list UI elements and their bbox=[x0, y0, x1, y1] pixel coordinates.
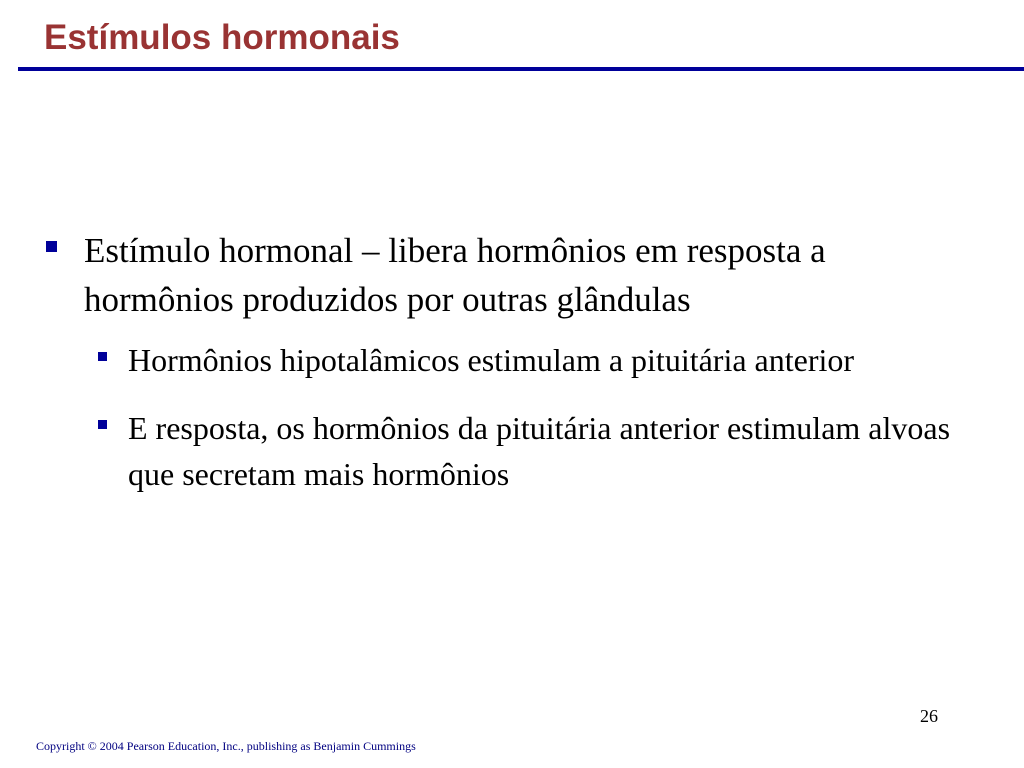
slide-title: Estímulos hormonais bbox=[44, 18, 400, 57]
copyright-notice: Copyright © 2004 Pearson Education, Inc., publishing as Benjamin Cummings bbox=[36, 739, 416, 753]
page-number: 26 bbox=[920, 706, 938, 726]
bullet-text: Estímulo hormonal – libera hormônios em resposta a hormônios produzidos por outras glândulas bbox=[84, 231, 826, 319]
sub-bullet-item bbox=[40, 337, 980, 383]
title-divider bbox=[18, 67, 1024, 71]
sub-bullet-item bbox=[40, 405, 980, 497]
square-bullet-icon bbox=[98, 352, 107, 361]
sub-bullet-text: E resposta, os hormônios da pituitária anterior estimulam alvoas que secretam mais hormônios bbox=[128, 410, 951, 492]
bullet-item bbox=[40, 226, 980, 324]
square-bullet-icon bbox=[98, 420, 107, 429]
slide-content bbox=[40, 226, 980, 497]
square-bullet-icon bbox=[46, 241, 57, 252]
sub-bullet-text: Hormônios hipotalâmicos estimulam a pituitária anterior bbox=[128, 342, 855, 378]
